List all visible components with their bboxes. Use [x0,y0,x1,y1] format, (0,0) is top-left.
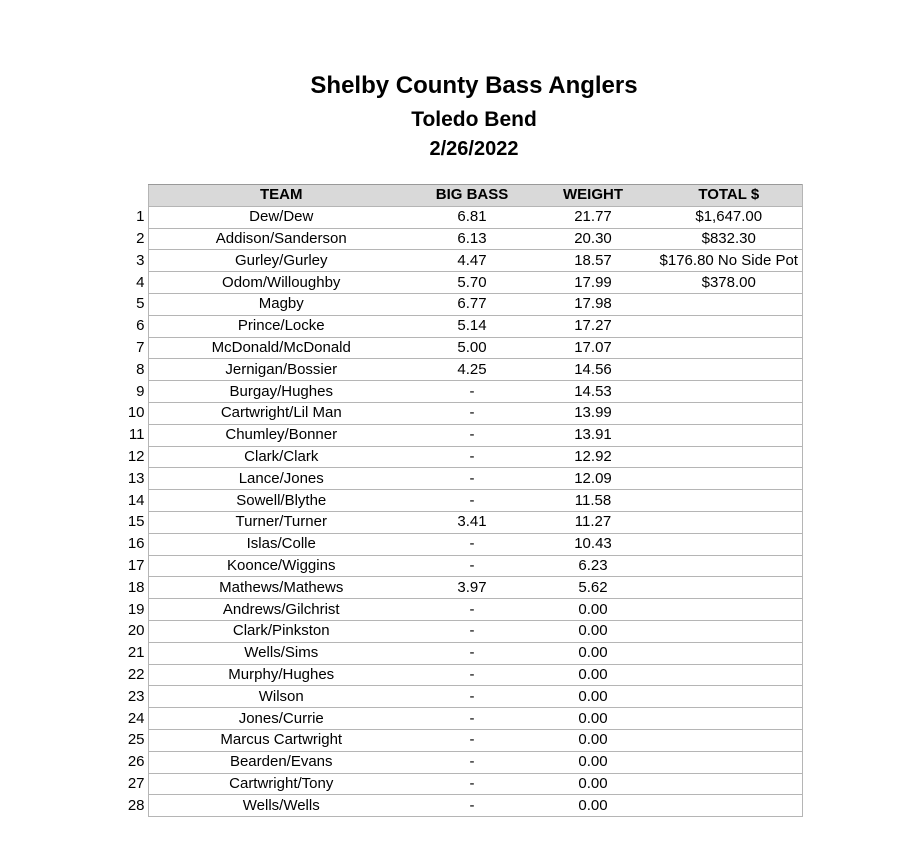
total-cell [656,577,802,599]
event-date: 2/26/2022 [429,138,519,160]
team-cell: Clark/Pinkston [148,620,414,642]
weight-cell: 0.00 [530,620,656,642]
big-bass-cell: - [414,555,530,577]
big-bass-cell: 4.47 [414,250,530,272]
team-cell: Wilson [148,686,414,708]
page-title: Shelby County Bass Anglers [310,72,638,99]
team-cell: Bearden/Evans [148,751,414,773]
total-cell [656,642,802,664]
weight-cell: 0.00 [530,751,656,773]
rank-cell: 8 [136,360,145,378]
total-cell [656,490,802,512]
weight-cell: 11.58 [530,490,656,512]
total-cell [656,315,802,337]
total-cell [656,446,802,468]
table-row [124,555,802,577]
rank-cell: 7 [136,338,145,356]
team-cell: Cartwright/Tony [148,773,414,795]
table-row [124,533,802,555]
weight-cell: 10.43 [530,533,656,555]
table-row [124,381,802,403]
table-row [124,293,802,315]
table-row [124,729,802,751]
big-bass-cell: 5.00 [414,337,530,359]
rank-cell: 13 [127,469,145,487]
total-cell: $1,647.00 [656,206,802,228]
total-cell [656,402,802,424]
big-bass-cell: 6.81 [414,206,530,228]
team-cell: Burgay/Hughes [148,381,414,403]
big-bass-cell: - [414,620,530,642]
table-row [124,228,802,250]
total-cell [656,555,802,577]
team-cell: Turner/Turner [148,511,414,533]
team-cell: Gurley/Gurley [148,250,414,272]
team-cell: McDonald/McDonald [148,337,414,359]
rank-cell: 14 [127,491,145,509]
big-bass-cell: - [414,446,530,468]
total-cell: $176.80 No Side Pot [656,250,802,272]
total-cell [656,511,802,533]
big-bass-cell: - [414,424,530,446]
rank-cell: 2 [136,229,145,247]
table-row [124,250,802,272]
weight-cell: 0.00 [530,773,656,795]
team-cell: Marcus Cartwright [148,729,414,751]
total-column-header: TOTAL $ [656,185,802,207]
results-table [124,184,803,817]
team-cell: Lance/Jones [148,468,414,490]
rank-cell: 27 [127,774,145,792]
big-bass-cell: - [414,708,530,730]
weight-cell: 0.00 [530,795,656,817]
team-cell: Dew/Dew [148,206,414,228]
total-cell [656,381,802,403]
table-row [124,424,802,446]
weight-cell: 0.00 [530,664,656,686]
rank-cell: 17 [127,556,145,574]
total-cell [656,620,802,642]
big-bass-cell: - [414,402,530,424]
weight-cell: 14.53 [530,381,656,403]
team-cell: Prince/Locke [148,315,414,337]
big-bass-cell: - [414,642,530,664]
big-bass-cell: 5.70 [414,272,530,294]
rank-cell: 11 [128,426,145,444]
total-cell [656,686,802,708]
table-row [124,446,802,468]
rank-cell: 24 [127,709,145,727]
total-cell: $832.30 [656,228,802,250]
weight-cell: 0.00 [530,686,656,708]
total-cell [656,708,802,730]
rank-cell: 23 [127,687,145,705]
big-bass-cell: 4.25 [414,359,530,381]
big-bass-cell: - [414,533,530,555]
weight-cell: 12.92 [530,446,656,468]
team-cell: Chumley/Bonner [148,424,414,446]
team-cell: Wells/Sims [148,642,414,664]
table-row [124,620,802,642]
rank-cell: 21 [127,644,145,662]
weight-cell: 20.30 [530,228,656,250]
results-body [124,206,802,816]
total-cell [656,729,802,751]
total-cell [656,795,802,817]
big-bass-cell: - [414,795,530,817]
weight-cell: 0.00 [530,708,656,730]
table-row [124,315,802,337]
big-bass-cell: - [414,599,530,621]
rank-cell: 6 [136,317,145,335]
total-cell [656,468,802,490]
table-row [124,708,802,730]
total-cell [656,751,802,773]
big-bass-column-header: BIG BASS [414,185,530,207]
rank-cell: 4 [136,273,145,291]
weight-cell: 17.98 [530,293,656,315]
team-cell: Mathews/Mathews [148,577,414,599]
rank-cell: 25 [127,731,145,749]
total-cell [656,664,802,686]
weight-cell: 6.23 [530,555,656,577]
weight-cell: 5.62 [530,577,656,599]
table-row [124,686,802,708]
team-cell: Odom/Willoughby [148,272,414,294]
rank-cell: 16 [127,535,145,553]
total-cell [656,337,802,359]
table-row [124,795,802,817]
table-row [124,577,802,599]
big-bass-cell: - [414,751,530,773]
table-row [124,751,802,773]
rank-cell: 3 [136,251,145,269]
total-cell [656,599,802,621]
weight-cell: 17.99 [530,272,656,294]
weight-cell: 18.57 [530,250,656,272]
big-bass-cell: - [414,468,530,490]
team-column-header: TEAM [148,185,414,207]
big-bass-cell: - [414,773,530,795]
table-row [124,599,802,621]
weight-cell: 13.99 [530,402,656,424]
table-row [124,272,802,294]
table-row [124,402,802,424]
rank-cell: 19 [127,600,145,618]
table-row [124,337,802,359]
total-cell [656,773,802,795]
total-cell [656,533,802,555]
rank-cell: 18 [127,578,145,596]
table-row [124,511,802,533]
weight-cell: 0.00 [530,599,656,621]
team-cell: Andrews/Gilchrist [148,599,414,621]
rank-cell: 26 [127,753,145,771]
table-row [124,468,802,490]
weight-cell: 21.77 [530,206,656,228]
table-row [124,642,802,664]
team-cell: Cartwright/Lil Man [148,402,414,424]
big-bass-cell: - [414,664,530,686]
big-bass-cell: 3.97 [414,577,530,599]
weight-cell: 0.00 [530,642,656,664]
weight-cell: 17.07 [530,337,656,359]
team-cell: Magby [148,293,414,315]
big-bass-cell: 5.14 [414,315,530,337]
team-cell: Jernigan/Bossier [148,359,414,381]
total-cell [656,359,802,381]
team-cell: Islas/Colle [148,533,414,555]
rank-cell: 22 [127,665,145,683]
weight-cell: 0.00 [530,729,656,751]
total-cell [656,424,802,446]
total-cell [656,293,802,315]
big-bass-cell: - [414,381,530,403]
rank-cell: 1 [136,208,145,226]
big-bass-cell: 3.41 [414,511,530,533]
rank-cell: 10 [127,404,145,422]
rank-cell: 5 [136,295,145,313]
big-bass-cell: - [414,729,530,751]
team-cell: Wells/Wells [148,795,414,817]
weight-cell: 17.27 [530,315,656,337]
big-bass-cell: - [414,686,530,708]
rank-cell: 9 [136,382,145,400]
header-row [124,185,802,207]
big-bass-cell: - [414,490,530,512]
rank-column-header [124,185,148,207]
table-row [124,206,802,228]
venue-subtitle: Toledo Bend [411,108,537,131]
weight-cell: 13.91 [530,424,656,446]
big-bass-cell: 6.13 [414,228,530,250]
team-cell: Koonce/Wiggins [148,555,414,577]
team-cell: Jones/Currie [148,708,414,730]
weight-column-header: WEIGHT [530,185,656,207]
team-cell: Murphy/Hughes [148,664,414,686]
table-row [124,773,802,795]
rank-cell: 28 [127,796,145,814]
team-cell: Sowell/Blythe [148,490,414,512]
rank-cell: 15 [127,513,145,531]
total-cell: $378.00 [656,272,802,294]
table-row [124,664,802,686]
weight-cell: 11.27 [530,511,656,533]
rank-cell: 12 [127,447,145,465]
big-bass-cell: 6.77 [414,293,530,315]
weight-cell: 14.56 [530,359,656,381]
rank-cell: 20 [127,622,145,640]
team-cell: Clark/Clark [148,446,414,468]
table-row [124,490,802,512]
team-cell: Addison/Sanderson [148,228,414,250]
weight-cell: 12.09 [530,468,656,490]
table-row [124,359,802,381]
